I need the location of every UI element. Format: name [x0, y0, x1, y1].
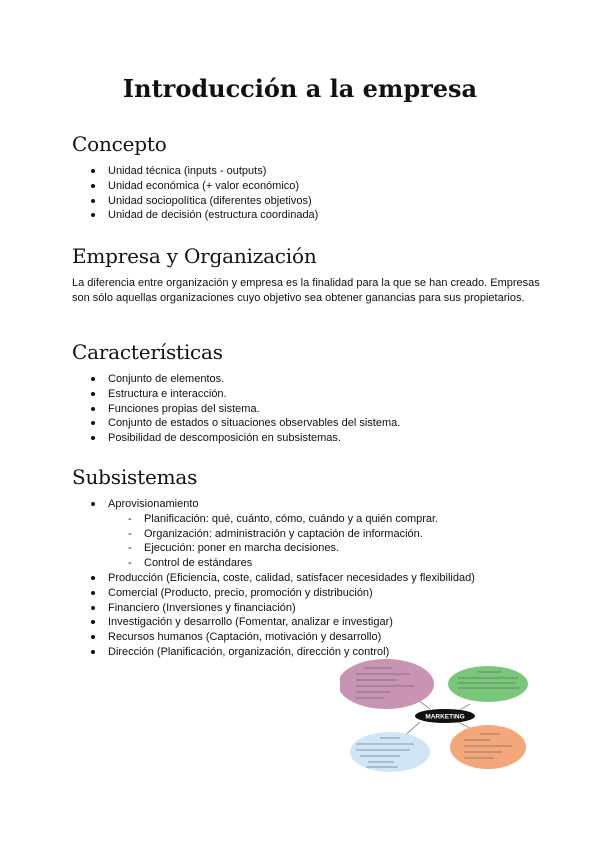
list-item-text: Control de estándares — [144, 557, 253, 570]
bullet-icon — [91, 576, 95, 580]
list-item-text: Comercial (Producto, precio, promoción y distribución) — [108, 586, 373, 599]
dash-icon: - — [128, 527, 132, 540]
sub-list-item — [72, 541, 475, 556]
list-item-text: Investigación y desarrollo (Fomentar, analizar e investigar) — [108, 616, 393, 629]
heading-caracteristicas: Características — [72, 340, 223, 364]
list-item — [72, 372, 400, 387]
list-item — [72, 194, 318, 209]
list-item — [72, 402, 400, 417]
list-item — [72, 164, 318, 179]
list-item-text: Funciones propias del sistema. — [108, 402, 260, 415]
list-item — [72, 431, 400, 446]
list-item — [72, 208, 318, 223]
list-item-text: Producción (Eficiencia, coste, calidad, satisfacer necesidades y flexibilidad) — [108, 571, 475, 584]
list-item-text: Unidad de decisión (estructura coordinada) — [108, 209, 319, 222]
bullet-icon — [91, 436, 95, 440]
concepto-list — [72, 164, 318, 223]
list-item-text: Posibilidad de descomposición en subsistemas. — [108, 432, 341, 445]
bullet-icon — [91, 606, 95, 610]
list-item — [72, 497, 475, 512]
empresa-paragraph: La diferencia entre organización y empresa es la finalidad para la que se han creado. Empresas son sólo aquellas organizaciones cuyo objetivo sea obtener ganancias para sus propietarios. — [72, 277, 540, 304]
dash-icon: - — [128, 542, 132, 555]
purple-ellipse — [340, 659, 434, 709]
bullet-icon — [91, 392, 95, 396]
list-item-text: Conjunto de estados o situaciones observables del sistema. — [108, 417, 401, 430]
list-item-text: Financiero (Inversiones y financiación) — [108, 601, 296, 614]
list-item — [72, 387, 400, 402]
bullet-icon — [91, 620, 95, 624]
green-ellipse — [448, 666, 528, 702]
list-item-text: Unidad económica (+ valor económico) — [108, 179, 300, 192]
list-item-text: Organización: administración y captación de información. — [144, 527, 423, 540]
bullet-icon — [91, 407, 95, 411]
bullet-icon — [91, 169, 95, 173]
list-item-text: Unidad técnica (inputs - outputs) — [108, 165, 267, 177]
bullet-icon — [91, 377, 95, 381]
bullet-icon — [91, 421, 95, 425]
list-item-text: Dirección (Planificación, organización, dirección y control) — [108, 645, 390, 658]
caracteristicas-list — [72, 372, 400, 446]
sub-list-item — [72, 556, 475, 571]
list-item — [72, 586, 475, 601]
sub-list-item — [72, 527, 475, 542]
dash-icon: - — [128, 512, 132, 525]
bullet-icon — [91, 635, 95, 639]
list-item-text: Ejecución: poner en marcha decisiones. — [144, 542, 340, 555]
orange-ellipse — [450, 725, 526, 769]
page-title: Introducción a la empresa — [122, 74, 478, 103]
list-item-text: Conjunto de elementos. — [108, 373, 225, 385]
list-item — [72, 571, 475, 586]
bullet-icon — [91, 502, 95, 506]
sub-list-item — [72, 512, 475, 527]
marketing-center-label: MARKETING — [425, 713, 465, 721]
list-item — [72, 179, 318, 194]
list-item-text: Estructura e interacción. — [108, 387, 227, 400]
heading-empresa-organizacion: Empresa y Organización — [72, 244, 317, 268]
bullet-icon — [91, 591, 95, 595]
list-item — [72, 416, 400, 431]
list-item-text: Recursos humanos (Captación, motivación y desarrollo) — [108, 631, 382, 644]
list-item — [72, 601, 475, 616]
subsistemas-list — [72, 497, 475, 660]
list-item-text: Planificación: qué, cuánto, cómo, cuándo y a quién comprar. — [144, 512, 439, 525]
bullet-icon — [91, 199, 95, 203]
list-item — [72, 615, 475, 630]
list-item-text: Unidad sociopolítica (diferentes objetivos) — [108, 194, 312, 207]
heading-subsistemas: Subsistemas — [72, 465, 198, 489]
bullet-icon — [91, 213, 95, 217]
list-item — [72, 630, 475, 645]
heading-concepto: Concepto — [72, 132, 167, 156]
bullet-icon — [91, 650, 95, 654]
marketing-diagram — [340, 654, 530, 774]
bullet-icon — [91, 184, 95, 188]
list-item-text: Aprovisionamiento — [108, 498, 199, 510]
dash-icon: - — [128, 557, 132, 570]
